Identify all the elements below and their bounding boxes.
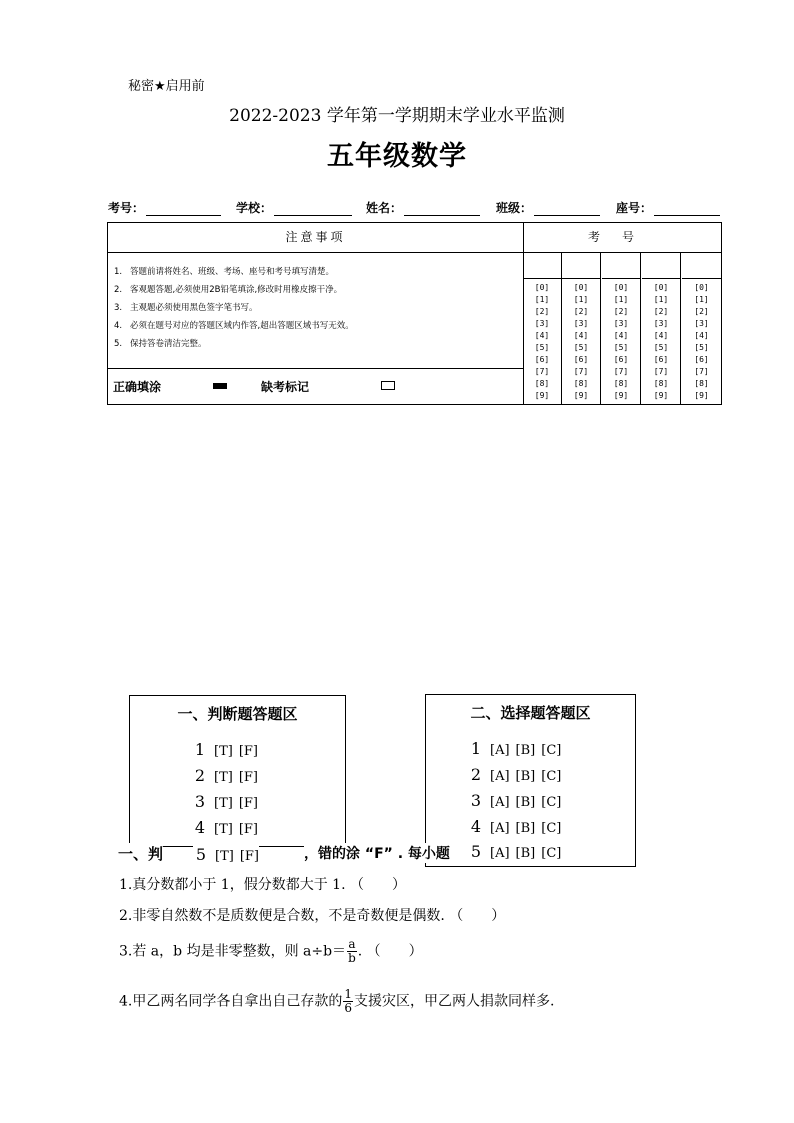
exam-digit-bubbles[interactable]: [0] [1] [2] [3] [4] [5] [6] [7] [8] [9] [573,283,589,400]
false-bubble[interactable]: [F] [238,744,258,759]
exam-digit-write-cell[interactable] [523,253,561,279]
judge-answer-row: 2 [T] [F] [192,763,258,789]
filled-bubble-icon [213,383,227,389]
fraction-one-sixth: $\frac{1}{6}$ [344,987,352,1015]
notice-panel [108,223,524,404]
section1-heading-start: 一、判 [118,845,164,863]
section1-heading-rest: ，错的涂 “F” . 每小题 [304,843,450,863]
true-bubble[interactable]: [T] [214,822,233,837]
judge-answer-rows [192,737,258,841]
exam-number-title: 考号 [523,223,721,253]
exam-number-column[interactable] [523,253,562,404]
exam-digit-bubbles[interactable]: [0] [1] [2] [3] [4] [5] [6] [7] [8] [9] [694,283,709,400]
judge-answer-row: 5 [T] [F] [193,842,259,868]
notice-title: 注意事项 [108,223,523,253]
exam-id-field[interactable] [108,199,221,216]
option-c-bubble[interactable]: [C] [541,769,562,784]
class-label: 班级： [496,201,533,215]
option-c-bubble[interactable]: [C] [541,846,562,861]
choice-answer-row: 2 [A] [B] [C] [468,762,561,788]
exam-digit-write-cell[interactable] [602,253,640,279]
option-b-bubble[interactable]: [B] [515,846,536,861]
exam-number-grid [523,223,721,404]
choice-answer-rows [468,736,561,840]
fraction-a-over-b: $\frac{a}{b}$ [348,937,356,965]
exam-digit-bubbles[interactable]: [0] [1] [2] [3] [4] [5] [6] [7] [8] [9] [613,283,629,400]
school-label: 学校： [236,201,273,215]
notice-box [107,222,722,405]
option-a-bubble[interactable]: [A] [490,846,510,861]
option-c-bubble[interactable]: [C] [541,743,562,758]
option-c-bubble[interactable]: [C] [541,821,562,836]
seat-field[interactable] [616,199,720,216]
secret-label: 秘密★启用前 [128,79,205,94]
exam-number-column[interactable] [562,253,601,404]
option-b-bubble[interactable]: [B] [515,795,536,810]
question-3: 3.若 a，b 均是非零整数，则 a÷b＝ $\frac{a}{b}$ . （ ） [119,937,423,965]
option-b-bubble[interactable]: [B] [515,769,536,784]
notice-divider [108,368,523,369]
false-bubble[interactable]: [F] [238,822,258,837]
name-field[interactable] [366,199,480,216]
judge-answer-row: 3 [T] [F] [192,789,258,815]
choice-answer-row: 5 [A] [B] [C] [468,839,561,865]
exam-year-title: 2022-2023 学年第一学期期末学业水平监测 [229,106,565,126]
exam-digit-bubbles[interactable]: [0] [1] [2] [3] [4] [5] [6] [7] [8] [9] [534,283,550,400]
question-4: 4.甲乙两名同学各自拿出自己存款的 $\frac{1}{6}$ 支援灾区，甲乙两人捐款同样多. [119,987,555,1015]
name-label: 姓名： [366,201,403,215]
choice-answer-row: 4 [A] [B] [C] [468,814,561,840]
false-bubble[interactable]: [F] [238,770,258,785]
student-info-row [108,199,722,217]
absent-mark-label: 缺考标记 [261,380,310,394]
option-b-bubble[interactable]: [B] [515,821,536,836]
question-1: 1.真分数都小于 1，假分数都大于 1. （ ） [119,877,406,893]
choice-answer-row: 1 [A] [B] [C] [468,736,561,762]
true-bubble[interactable]: [T] [214,744,233,759]
question-2: 2.非零自然数不是质数便是合数，不是奇数便是偶数. （ ） [119,908,506,924]
school-field[interactable] [236,199,352,216]
notice-item: 1. 答题前请将姓名、班级、考场、座号和考号填写清楚。 [114,267,335,277]
option-a-bubble[interactable]: [A] [490,821,510,836]
judge-section-title: 一、判断题答题区 [177,705,298,723]
notice-item: 3. 主观题必须使用黑色签字笔书写。 [114,303,258,313]
correct-fill-label: 正确填涂 [113,380,162,394]
seat-label: 座号： [616,201,653,215]
false-bubble[interactable]: [F] [239,849,259,864]
notice-list [114,263,354,353]
option-b-bubble[interactable]: [B] [515,743,536,758]
exam-digit-write-cell[interactable] [562,253,600,279]
class-field[interactable] [496,199,600,216]
notice-item: 4. 必须在题号对应的答题区域内作答,超出答题区域书写无效。 [114,321,354,331]
exam-number-column[interactable] [682,253,721,404]
option-a-bubble[interactable]: [A] [490,769,510,784]
option-a-bubble[interactable]: [A] [490,743,510,758]
false-bubble[interactable]: [F] [238,796,258,811]
notice-item: 2. 客观题答题,必须使用2B铅笔填涂,修改时用橡皮擦干净。 [114,285,343,295]
exam-number-column[interactable] [602,253,641,404]
option-a-bubble[interactable]: [A] [490,795,510,810]
page-title: 五年级数学 [327,141,467,172]
judge-answer-box [129,695,346,847]
absent-checkbox[interactable] [381,381,395,390]
choice-answer-row: 3 [A] [B] [C] [468,788,561,814]
exam-id-label: 考号： [108,201,145,215]
judge-answer-row: 4 [T] [F] [192,815,258,841]
notice-item: 5. 保持答卷清洁完整。 [114,339,207,349]
option-c-bubble[interactable]: [C] [541,795,562,810]
exam-digit-bubbles[interactable]: [0] [1] [2] [3] [4] [5] [6] [7] [8] [9] [653,283,669,400]
true-bubble[interactable]: [T] [215,849,234,864]
choice-section-title: 二、选择题答题区 [470,704,591,722]
fill-example-row [113,378,513,396]
exam-digit-write-cell[interactable] [682,253,721,279]
exam-number-column[interactable] [642,253,681,404]
true-bubble[interactable]: [T] [214,770,233,785]
judge-answer-row: 1 [T] [F] [192,737,258,763]
true-bubble[interactable]: [T] [214,796,233,811]
exam-digit-write-cell[interactable] [642,253,680,279]
